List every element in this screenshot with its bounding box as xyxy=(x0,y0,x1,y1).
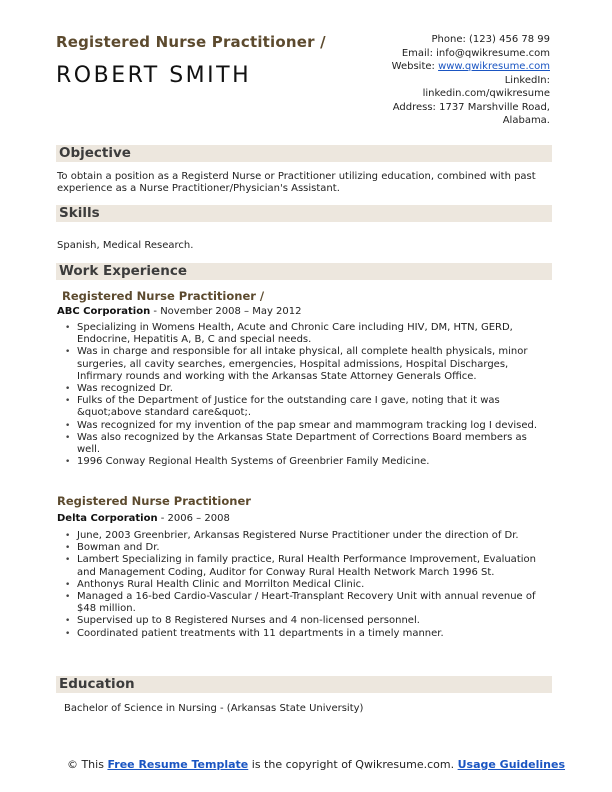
job-title: Registered Nurse Practitioner / xyxy=(56,33,326,51)
objective-line-2: experience as a Nurse Practitioner/Physician's Assistant. xyxy=(57,183,340,194)
objective-text xyxy=(57,171,557,195)
contact-block xyxy=(392,33,550,128)
footer-prefix: © This xyxy=(66,758,108,771)
list-item: • Was also recognized by the Arkansas State Department of Corrections Board members as well. xyxy=(62,432,542,456)
footer-middle: is the copyright of Qwikresume.com. xyxy=(248,758,458,771)
footer xyxy=(56,758,576,771)
job-1-title: Registered Nurse Practitioner / xyxy=(62,289,265,303)
list-item: • Coordinated patient treatments with 11 departments in a timely manner. xyxy=(62,628,542,640)
job-2-company-line xyxy=(57,513,230,524)
skills-text: Spanish, Medical Research. xyxy=(57,240,194,251)
job-2-company: Delta Corporation xyxy=(57,513,158,524)
candidate-name: ROBERT SMITH xyxy=(56,63,252,88)
free-resume-template-link[interactable]: Free Resume Template xyxy=(107,758,249,771)
list-item: • Was recognized Dr. xyxy=(62,383,542,395)
education-text: Bachelor of Science in Nursing - (Arkansas State University) xyxy=(64,703,364,714)
education-heading: Education xyxy=(59,676,135,692)
job-1-dates: - November 2008 – May 2012 xyxy=(150,306,302,317)
address-line2: Alabama. xyxy=(502,115,550,126)
work-section-header xyxy=(56,263,552,280)
usage-guidelines-link[interactable]: Usage Guidelines xyxy=(457,758,566,771)
resume-header xyxy=(56,33,326,88)
list-item: • Was in charge and responsible for all intake physical, all complete health physicals, minor surgeries, all cavity searches, emergencies, Hospital admissions, Hospital Discharges, Infirmary rounds and working with the Arkansas State Attorney Generals Office. xyxy=(62,346,542,383)
list-item: • Managed a 16-bed Cardio-Vascular / Heart-Transplant Recovery Unit with annual revenue of $48 million. xyxy=(62,591,542,615)
skills-section-header xyxy=(56,205,552,222)
linkedin-url: linkedin.com/qwikresume xyxy=(422,88,550,99)
job-1-company: ABC Corporation xyxy=(57,306,151,317)
address-line1: Address: 1737 Marshville Road, xyxy=(392,101,550,113)
contact-phone: Phone: (123) 456 78 99 xyxy=(431,34,550,45)
skills-heading: Skills xyxy=(59,205,100,221)
job-2-dates: - 2006 – 2008 xyxy=(157,513,230,524)
list-item: • 1996 Conway Regional Health Systems of Greenbrier Family Medicine. xyxy=(62,456,542,468)
job-2-title: Registered Nurse Practitioner xyxy=(57,494,251,508)
website-label: Website: xyxy=(391,61,435,72)
objective-line-1: To obtain a position as a Registerd Nurse or Practitioner utilizing education, combined with past xyxy=(57,171,536,182)
contact-website xyxy=(392,60,550,74)
list-item: • Bowman and Dr. xyxy=(62,542,542,554)
objective-heading: Objective xyxy=(59,145,131,161)
job-1-company-line xyxy=(57,306,302,317)
list-item: • Anthonys Rural Health Clinic and Morrilton Medical Clinic. xyxy=(62,579,542,591)
contact-email: Email: info@qwikresume.com xyxy=(401,47,550,59)
objective-section-header xyxy=(56,145,552,162)
list-item: • June, 2003 Greenbrier, Arkansas Registered Nurse Practitioner under the direction of Dr. xyxy=(62,530,542,542)
job-1-bullets xyxy=(62,322,542,468)
list-item: • Lambert Specializing in family practice, Rural Health Performance Improvement, Evaluation and Management Coding, Auditor for Conway Rural Health Network March 1996 St. xyxy=(62,554,542,578)
education-section-header xyxy=(56,676,552,693)
job-2-bullets xyxy=(62,530,542,640)
work-heading: Work Experience xyxy=(59,263,187,279)
list-item: • Supervised up to 8 Registered Nurses and 4 non-licensed personnel. xyxy=(62,615,542,627)
list-item: • Was recognized for my invention of the pap smear and mammogram tracking log I devised. xyxy=(62,420,542,432)
website-link[interactable]: www.qwikresume.com xyxy=(438,61,550,72)
list-item: • Specializing in Womens Health, Acute and Chronic Care including HIV, DM, HTN, GERD, Endocrine, Hepatitis A, B, C and special needs. xyxy=(62,322,542,346)
list-item: • Fulks of the Department of Justice for the outstanding care I gave, noting that it was &quot;above standard care&quot;. xyxy=(62,395,542,419)
linkedin-label: LinkedIn: xyxy=(504,74,550,86)
